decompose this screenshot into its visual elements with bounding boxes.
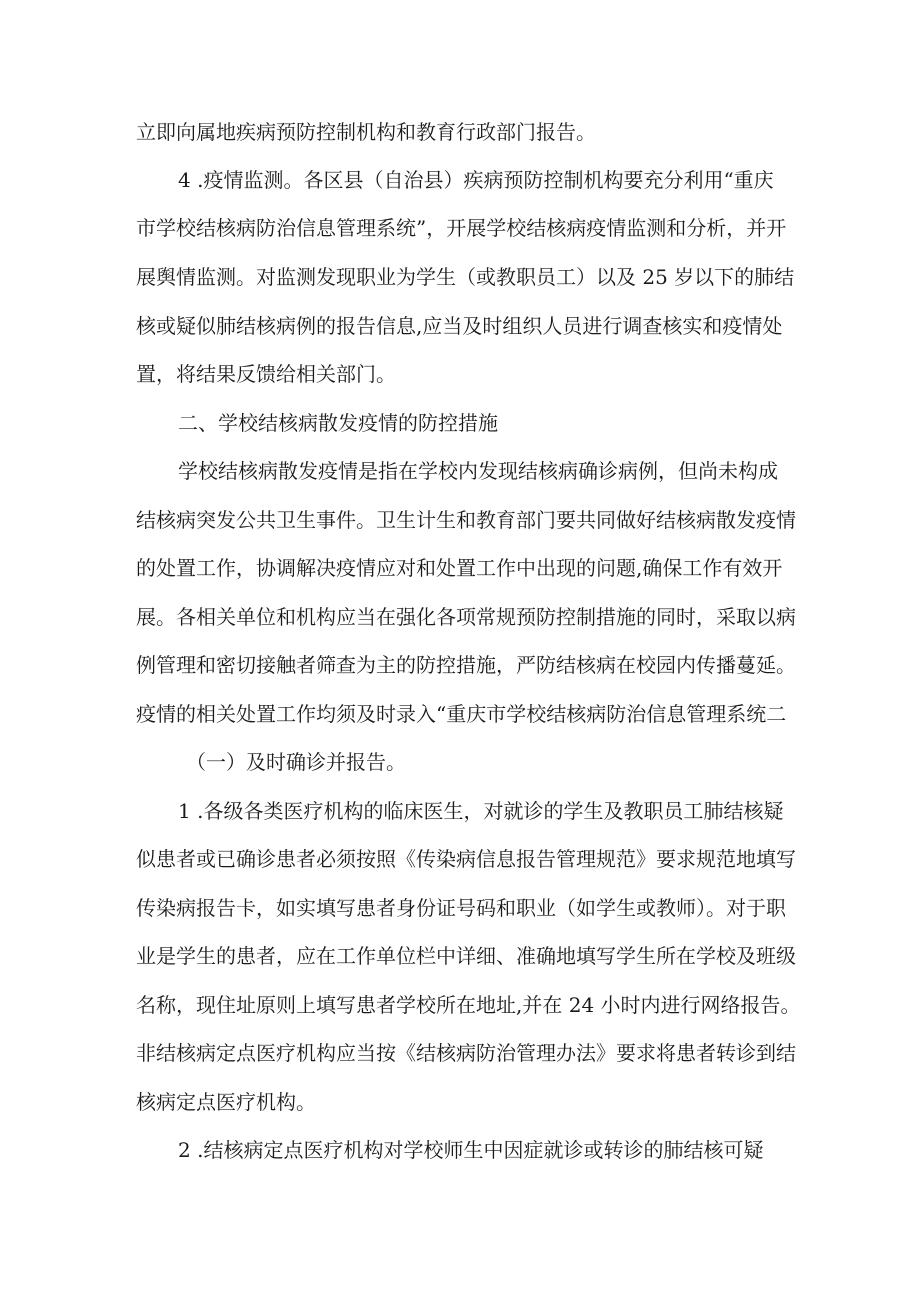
- paragraph-line: 展舆情监测。对监测发现职业为学生（或教职员工）以及 25 岁以下的肺结: [136, 265, 795, 289]
- paragraph-line: 核或疑似肺结核病例的报告信息,应当及时组织人员进行调查核实和疫情处: [136, 314, 783, 338]
- paragraph-line: 结核病突发公共卫生事件。卫生计生和教育部门要共同做好结核病散发疫情: [136, 508, 796, 532]
- paragraph-line: 学校结核病散发疫情是指在学校内发现结核病确诊病例，但尚未构成: [178, 459, 778, 483]
- paragraph-line: 似患者或已确诊患者必须按照《传染病信息报告管理规范》要求规范地填写: [136, 847, 796, 871]
- paragraph-line: 业是学生的患者，应在工作单位栏中详细、准确地填写学生所在学校及班级: [136, 944, 796, 968]
- paragraph-line: 立即向属地疾病预防控制机构和教育行政部门报告。: [136, 120, 596, 144]
- paragraph-line: 1 .各级各类医疗机构的临床医生，对就诊的学生及教职员工肺结核疑: [178, 799, 784, 823]
- paragraph-line: 疫情的相关处置工作均须及时录入“重庆市学校结核病防治信息管理系统二: [136, 702, 787, 726]
- subsection-heading: （一）及时确诊并报告。: [186, 750, 406, 774]
- paragraph-line: 非结核病定点医疗机构应当按《结核病防治管理办法》要求将患者转诊到结: [136, 1041, 796, 1065]
- paragraph-line: 核病定点医疗机构。: [136, 1090, 316, 1114]
- paragraph-line: 市学校结核病防治信息管理系统”，开展学校结核病疫情监测和分析，并开: [136, 216, 787, 240]
- paragraph-line: 4 .疫情监测。各区县（自治县）疾病预防控制机构要充分利用“重庆: [178, 168, 774, 192]
- section-heading: 二、学校结核病散发疫情的防控措施: [178, 411, 498, 435]
- paragraph-line: 传染病报告卡，如实填写患者身份证号码和职业（如学生或教师）。对于职: [136, 896, 786, 920]
- paragraph-line: 例管理和密切接触者筛查为主的防控措施，严防结核病在校园内传播蔓延。: [136, 653, 796, 677]
- paragraph-line: 置，将结果反馈给相关部门。: [136, 362, 396, 386]
- paragraph-line: 展。各相关单位和机构应当在强化各项常规预防控制措施的同时，采取以病: [136, 605, 796, 629]
- paragraph-line: 2 .结核病定点医疗机构对学校师生中因症就诊或转诊的肺结核可疑: [178, 1138, 764, 1162]
- paragraph-line: 名称，现住址原则上填写患者学校所在地址,并在 24 小时内进行网络报告。: [136, 993, 801, 1017]
- paragraph-line: 的处置工作，协调解决疫情应对和处置工作中出现的问题,确保工作有效开: [136, 556, 783, 580]
